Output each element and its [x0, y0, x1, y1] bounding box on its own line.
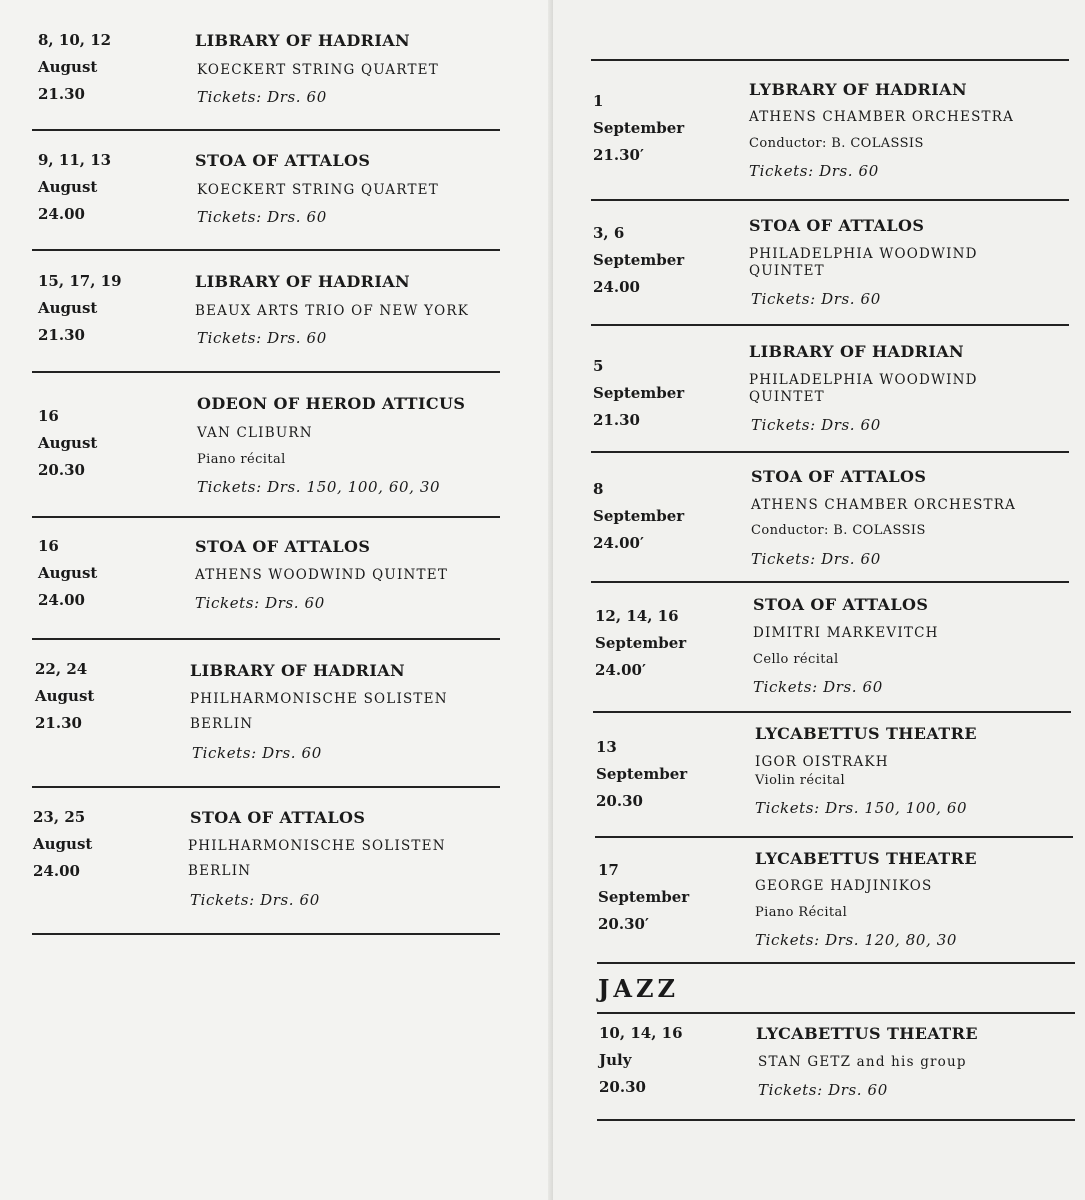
performer-line: VAN CLIBURN [197, 425, 313, 441]
date-days: 16 [38, 537, 59, 555]
section-divider [591, 199, 1069, 201]
date-days: 12, 14, 16 [595, 607, 679, 625]
performer [188, 838, 446, 880]
date-block [38, 533, 97, 614]
date-days: 1 [593, 92, 604, 110]
performer [755, 878, 932, 895]
date-block [593, 476, 684, 557]
date-time: 20.30 [599, 1078, 646, 1096]
date-days: 16 [38, 407, 59, 425]
tickets-price: Tickets: Drs. 60 [197, 208, 327, 226]
venue-name: LIBRARY OF HADRIAN [190, 661, 406, 680]
tickets-price: Tickets: Drs. 60 [195, 594, 325, 612]
performer-line: STAN GETZ and his group [758, 1054, 967, 1070]
venue-name: ODEON OF HEROD ATTICUS [197, 394, 466, 413]
right-page [553, 0, 1085, 1200]
performer-line: ATHENS CHAMBER ORCHESTRA [749, 109, 1015, 125]
section-divider [32, 638, 500, 640]
performer [197, 425, 313, 442]
section-divider [597, 962, 1075, 964]
venue-name: STOA OF ATTALOS [751, 467, 927, 486]
venue-name: STOA OF ATTALOS [749, 216, 925, 235]
section-divider [593, 711, 1071, 713]
date-time: 20.30′ [598, 915, 649, 933]
performer [749, 109, 1014, 126]
tickets-price: Tickets: Drs. 60 [751, 290, 881, 308]
tickets-price: Tickets: Drs. 150, 100, 60 [755, 799, 968, 817]
performer [755, 754, 889, 771]
date-month: July [599, 1051, 632, 1069]
section-divider [597, 1012, 1075, 1014]
performer-line: QUINTET [749, 389, 825, 405]
date-time: 24.00′ [593, 534, 644, 552]
date-block [593, 220, 684, 301]
performer-line: BERLIN [190, 716, 254, 732]
section-divider [595, 836, 1073, 838]
section-heading-jazz: JAZZ [598, 974, 680, 1003]
date-block [38, 268, 122, 349]
venue-name: LIBRARY OF HADRIAN [749, 342, 965, 361]
tickets-price: Tickets: Drs. 60 [192, 744, 322, 762]
performance-note: Violin récital [755, 773, 846, 788]
performer-line: KOECKERT STRING QUARTET [197, 62, 439, 78]
section-divider [32, 786, 500, 788]
performer-line: ATHENS WOODWIND QUINTET [195, 567, 449, 583]
date-block [593, 88, 684, 169]
section-divider [32, 371, 500, 373]
date-block [596, 734, 687, 815]
performer-line: PHILADELPHIA WOODWIND [749, 372, 978, 388]
tickets-price: Tickets: Drs. 60 [751, 550, 881, 568]
date-days: 15, 17, 19 [38, 272, 122, 290]
date-time: 21.30 [593, 411, 640, 429]
date-block [38, 147, 111, 228]
date-month: September [593, 384, 685, 402]
performer [195, 567, 448, 584]
section-divider [32, 933, 500, 935]
tickets-price: Tickets: Drs. 60 [753, 678, 883, 696]
performer [749, 246, 978, 280]
section-divider [591, 581, 1069, 583]
date-time: 24.00 [38, 591, 85, 609]
date-month: September [593, 251, 685, 269]
tickets-price: Tickets: Drs. 60 [751, 416, 881, 434]
date-time: 24.00′ [595, 661, 646, 679]
venue-name: LIBRARY OF HADRIAN [195, 272, 411, 291]
performer-line: DIMITRI MARKEVITCH [753, 625, 939, 641]
performer [197, 182, 439, 199]
date-month: August [33, 835, 93, 853]
venue-name: LYCABETTUS THEATRE [755, 724, 977, 743]
date-days: 8 [593, 480, 604, 498]
section-divider [591, 324, 1069, 326]
date-month: August [38, 58, 98, 76]
date-time: 20.30 [38, 461, 85, 479]
date-block [38, 403, 97, 484]
performer [749, 372, 978, 406]
date-month: September [593, 119, 685, 137]
section-divider [32, 129, 500, 131]
date-days: 22, 24 [35, 660, 88, 678]
date-month: September [598, 888, 690, 906]
date-days: 8, 10, 12 [38, 31, 112, 49]
performance-note: Cello récital [753, 652, 839, 667]
venue-name: LYBRARY OF HADRIAN [749, 80, 967, 99]
performer-line: PHILHARMONISCHE SOLISTEN [190, 691, 448, 707]
date-time: 20.30 [596, 792, 643, 810]
date-time: 21.30 [38, 85, 85, 103]
performer-line: PHILHARMONISCHE SOLISTEN [188, 838, 446, 854]
performer-line: GEORGE HADJINIKOS [755, 878, 933, 894]
date-block [598, 857, 689, 938]
tickets-price: Tickets: Drs. 120, 80, 30 [755, 931, 958, 949]
tickets-price: Tickets: Drs. 60 [197, 329, 327, 347]
performer [195, 303, 469, 320]
section-divider [591, 451, 1069, 453]
venue-name: STOA OF ATTALOS [753, 595, 929, 614]
date-time: 24.00 [593, 278, 640, 296]
date-block [595, 603, 686, 684]
date-block [593, 353, 684, 434]
venue-name: STOA OF ATTALOS [195, 151, 371, 170]
date-time: 24.00 [33, 862, 80, 880]
performance-note: Piano récital [197, 452, 286, 467]
tickets-price: Tickets: Drs. 60 [758, 1081, 888, 1099]
date-days: 10, 14, 16 [599, 1024, 683, 1042]
date-block [35, 656, 94, 737]
tickets-price: Tickets: Drs. 60 [190, 891, 320, 909]
date-days: 3, 6 [593, 224, 625, 242]
date-time: 21.30 [38, 326, 85, 344]
venue-name: STOA OF ATTALOS [195, 537, 371, 556]
date-month: September [595, 634, 687, 652]
date-days: 9, 11, 13 [38, 151, 112, 169]
performer [751, 497, 1016, 514]
performer [190, 691, 448, 733]
date-month: August [38, 564, 98, 582]
performer-line: KOECKERT STRING QUARTET [197, 182, 439, 198]
performance-note: Piano Récital [755, 905, 848, 920]
performer [758, 1054, 967, 1071]
performer [197, 62, 439, 79]
performer-line: IGOR OISTRAKH [755, 754, 889, 770]
performer [753, 625, 939, 642]
date-days: 13 [596, 738, 617, 756]
date-month: September [593, 507, 685, 525]
tickets-price: Tickets: Drs. 60 [197, 88, 327, 106]
date-block [38, 27, 111, 108]
venue-name: LYCABETTUS THEATRE [756, 1024, 978, 1043]
performance-note: Conductor: B. COLASSIS [751, 523, 926, 538]
date-month: August [38, 434, 98, 452]
date-block [33, 804, 92, 885]
section-divider [597, 1119, 1075, 1121]
date-month: August [35, 687, 95, 705]
venue-name: STOA OF ATTALOS [190, 808, 366, 827]
section-divider [32, 249, 500, 251]
date-month: August [38, 178, 98, 196]
section-divider [32, 516, 500, 518]
performer-line: PHILADELPHIA WOODWIND [749, 246, 978, 262]
performer-line: QUINTET [749, 263, 825, 279]
date-time: 24.00 [38, 205, 85, 223]
tickets-price: Tickets: Drs. 60 [749, 162, 879, 180]
date-month: September [596, 765, 688, 783]
venue-name: LIBRARY OF HADRIAN [195, 31, 411, 50]
performer-line: ATHENS CHAMBER ORCHESTRA [751, 497, 1017, 513]
date-block [599, 1020, 683, 1101]
date-days: 23, 25 [33, 808, 86, 826]
venue-name: LYCABETTUS THEATRE [755, 849, 977, 868]
date-month: August [38, 299, 98, 317]
performer-line: BEAUX ARTS TRIO OF NEW YORK [195, 303, 470, 319]
performer-line: BERLIN [188, 863, 252, 879]
date-days: 17 [598, 861, 619, 879]
date-time: 21.30′ [593, 146, 644, 164]
section-divider [591, 59, 1069, 61]
date-time: 21.30 [35, 714, 82, 732]
performance-note: Conductor: B. COLASSIS [749, 136, 924, 151]
date-days: 5 [593, 357, 604, 375]
tickets-price: Tickets: Drs. 150, 100, 60, 30 [197, 478, 441, 496]
